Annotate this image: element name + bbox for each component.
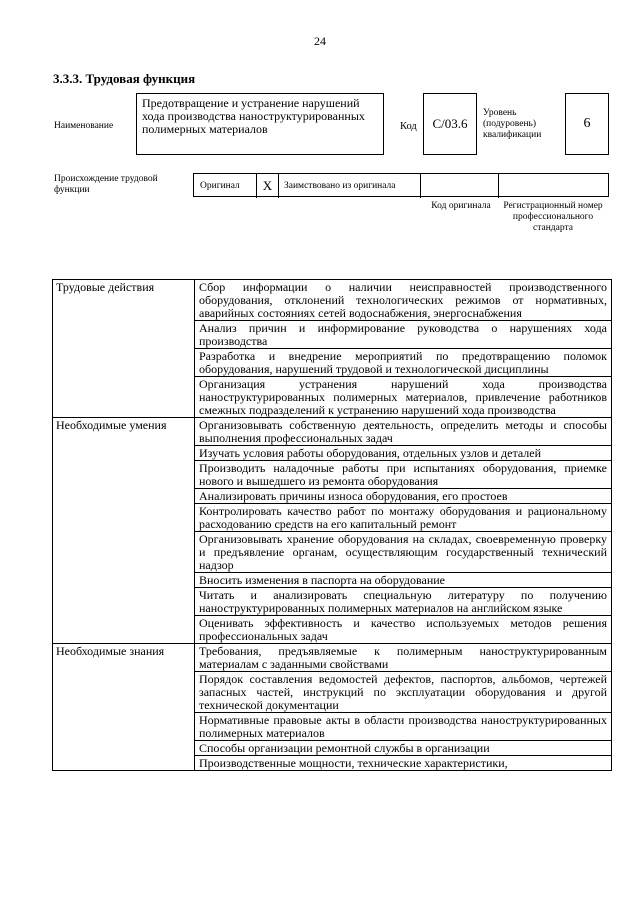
reg-number-cell [499,174,608,198]
section-item: Вносить изменения в паспорта на оборудование [195,573,612,588]
section-title: Необходимые знания [53,644,195,771]
section-item: Оценивать эффективность и качество используемых методов решения профессиональных задач [195,616,612,644]
section-item: Сбор информации о наличии неисправностей производственного оборудования, отклонений технологических режимов от нормативных, аварийных состояниях сетей водоснабжения, энергоснабжения [195,280,612,321]
section-item: Производить наладочные работы при испытаниях оборудования, приемке нового и вышедшего из ремонта оборудования [195,461,612,489]
code-value: C/03.6 [432,116,468,131]
level-box [565,93,609,155]
section-item: Организовывать собственную деятельность, определить методы и способы выполнения профессиональных задач [195,418,612,446]
origin-table [193,173,609,197]
section-item: Организация устранения нарушений хода производства наноструктурированных полимерных материалов, привлечение работников смежных подразделений к устранению нарушений хода производства [195,377,612,418]
section-item: Разработка и внедрение мероприятий по предотвращению поломок оборудования, нарушений трудовой и технологической дисциплины [195,349,612,377]
section-item: Производственные мощности, технические характеристики, [195,756,612,771]
function-name-box [136,93,384,155]
original-label-cell [194,174,257,198]
original-mark-cell [257,174,279,198]
reg-number-caption: Регистрационный номер профессионального стандарта [503,201,603,233]
borrowed-label-cell [279,174,421,198]
section-heading: 3.3.3. Трудовая функция [53,71,196,86]
table-row [53,418,612,446]
section-item: Организовывать хранение оборудования на складах, своевременную проверку и предъявление органам, осуществляющим государственный технический надзор [195,532,612,573]
section-item: Требования, предъявляемые к полимерным наноструктурированным материалам с заданными свойствами [195,644,612,672]
original-label: Оригинал [200,181,240,191]
name-label: Наименование [54,121,114,131]
section-item: Анализировать причины износа оборудования, его простоев [195,489,612,504]
origin-label: Происхождение трудовой функции [54,174,158,195]
section-title: Трудовые действия [53,280,195,418]
function-name: Предотвращение и устранение нарушений хода производства наноструктурированных полимерных материалов [142,96,365,136]
section-item: Изучать условия работы оборудования, отдельных узлов и деталей [195,446,612,461]
code-box [423,93,477,155]
page-number: 24 [314,34,326,48]
table-body [53,280,612,771]
table-row [53,644,612,672]
section-item: Читать и анализировать специальную литературу по получению наноструктурированных полимерных материалов на английском языке [195,588,612,616]
section-item: Способы организации ремонтной службы в организации [195,741,612,756]
section-item: Анализ причин и информирование руководства о нарушениях хода производства [195,321,612,349]
section-title: Необходимые умения [53,418,195,644]
code-label: Код [400,121,417,132]
section-item: Порядок составления ведомостей дефектов, паспортов, альбомов, чертежей запасных частей, инструкций по эксплуатации оборудования и другой технической документации [195,672,612,713]
table-row [53,280,612,321]
section-item: Нормативные правовые акты в области производства наноструктурированных полимерных материалов [195,713,612,741]
level-value: 6 [583,116,591,131]
original-mark: X [262,178,273,193]
code-original-caption: Код оригинала [431,201,491,211]
code-original-cell [421,174,499,198]
labor-function-table [52,279,612,771]
level-label: Уровень (подуровень) квалификации [483,108,542,140]
section-item: Контролировать качество работ по монтажу оборудования и рациональному расходованию средств на его капитальный ремонт [195,504,612,532]
borrowed-label: Заимствовано из оригинала [284,181,396,191]
